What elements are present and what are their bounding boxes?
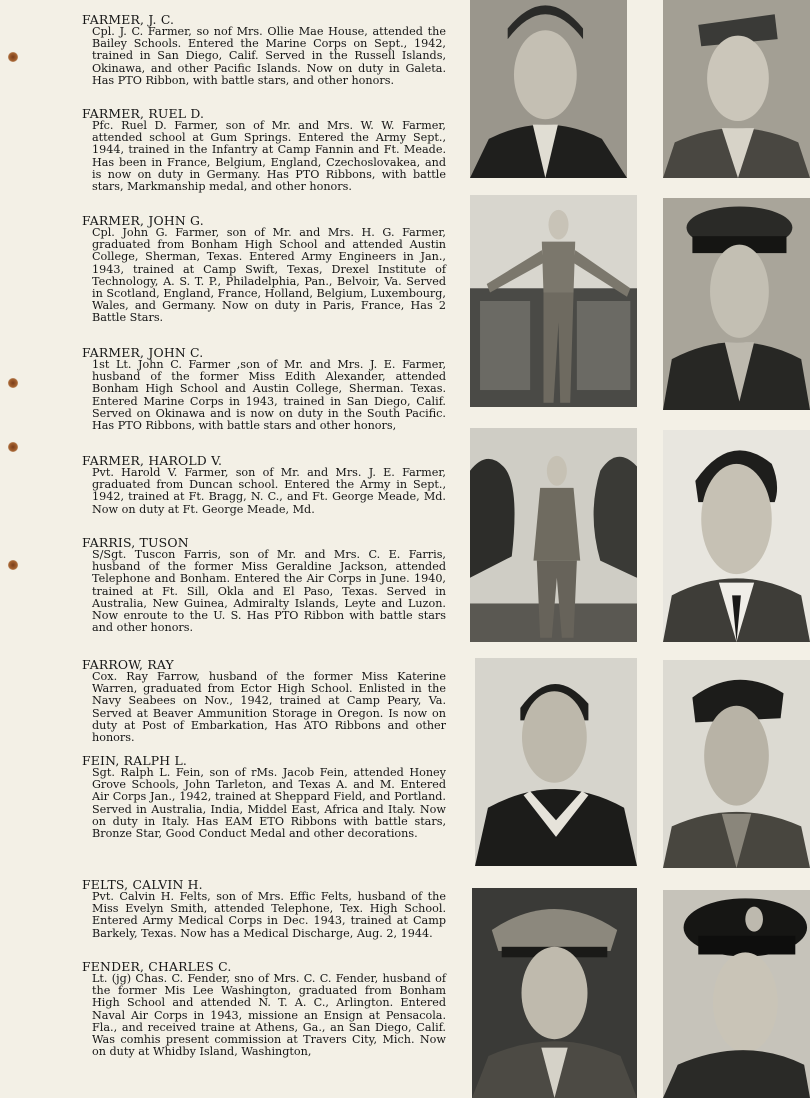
entry-fein-ralph <box>82 754 446 840</box>
entry-name: FELTS, CALVIN H. <box>82 877 203 892</box>
entry-name: FEIN, RALPH L. <box>82 753 188 768</box>
photo-marine-portrait <box>470 0 627 178</box>
entry-farris-tuson <box>82 536 446 634</box>
entry-farmer-jc <box>82 13 446 87</box>
entry-farmer-ruel <box>82 107 446 193</box>
photo-marine-dress-cap <box>663 198 810 410</box>
photo-officer-peaked-cap <box>472 888 637 1098</box>
entry-text: Cox. Ray Farrow, husband of the former Miss Katerine Warren, graduated from Ector High School. Enlisted in the Navy Seabees on Nov., 1942, trained at Camp Peary, Va. Served at Beaver Ammunition Storage in Oregon. Is now on duty at Post of Embarkation, Has ATO Ribbons and other honors. <box>92 670 446 745</box>
photo-man-in-suit <box>663 430 810 642</box>
entry-text: 1st Lt. John C. Farmer ,son of Mr. and Mrs. J. E. Farmer, husband of the former Miss Edith Alexander, attended Bonham High School and Austin College, Sherman. Texas. Entered Marine Corps in 1943, trained in San Diego, Calif. Served on Okinawa and is now on duty in the South Pacific. Has PTO Ribbons, with battle stars and other honors, <box>92 358 446 433</box>
photo-soldier-standing-by-railcar <box>470 195 637 407</box>
punch-hole <box>8 378 18 388</box>
photo-soldier-overseas-cap <box>663 660 810 868</box>
entry-text: Sgt. Ralph L. Fein, son of rMs. Jacob Fein, attended Honey Grove Schools, John Tarleton, and Texas A. and M. Entered Air Corps Jan., 1942, trained at Sheppard Field, and Portland. Served in Australia, India, Middel East, Africa and Italy. Now on duty in Italy. Has EAM ETO Ribbons with battle stars, Bronze Star, Good Conduct Medal and other decorations. <box>92 766 446 841</box>
photo-naval-officer-cap <box>663 890 810 1098</box>
entry-name: FENDER, CHARLES C. <box>82 959 232 974</box>
punch-hole <box>8 442 18 452</box>
entry-name: FARROW, RAY <box>82 657 174 672</box>
entry-name: FARMER, HAROLD V. <box>82 453 223 468</box>
entry-text: S/Sgt. Tuscon Farris, son of Mr. and Mrs. C. E. Farris, husband of the former Miss Geraldine Jackson, attended Telephone and Bonham. Entered the Air Corps in June. 1940, trained at Ft. Sill, Okla and El Paso, Texas. Served in Australia, New Guinea, Admiralty Islands, Leyte and Luzon. Now enroute to the U. S. Has PTO Ribbon with battle stars and other honors. <box>92 548 446 635</box>
entry-text: Cpl. J. C. Farmer, so nof Mrs. Ollie Mae House, attended the Bailey Schools. Entered the Marine Corps on Sept., 1942, trained in San Diego, Calif. Served in the Russell Islands, Okinawa, and other Pacific Islands. Now on duty in Galeta. Has PTO Ribbon, with battle stars, and other honors. <box>92 25 446 87</box>
entry-text: Lt. (jg) Chas. C. Fender, sno of Mrs. C. C. Fender, husband of the former Mis Lee Washington, graduated from Bonham High School and attended N. T. A. C., Arlington. Entered Naval Air Corps in 1943, missione an Ensign at Pensacola. Fla., and received traine at Athens, Ga., an San Diego, Calif. Was comhis present commission at Travers City, Mich. Now on duty at Whidby Island, Washington, <box>92 972 446 1059</box>
entry-farmer-john-c <box>82 346 446 432</box>
entry-text: Pfc. Ruel D. Farmer, son of Mr. and Mrs. W. W. Farmer, attended school at Gum Springs. Entered the Army Sept., 1944, trained in the Infantry at Camp Fannin and Ft. Meade. Has been in France, Belgium, England, Czechoslovakea, and is now on duty in Germany. Has PTO Ribbons, with battle stars, Markmanship medal, and other honors. <box>92 119 446 194</box>
entry-farmer-john-g <box>82 214 446 325</box>
photo-soldier-garrison-cap <box>663 0 810 178</box>
entry-farmer-harold <box>82 454 446 516</box>
entry-name: FARMER, JOHN G. <box>82 213 204 228</box>
entry-name: FARRIS, TUSON <box>82 535 189 550</box>
entry-text: Pvt. Harold V. Farmer, son of Mr. and Mrs. J. E. Farmer, graduated from Duncan school. Entered the Army in Sept., 1942, trained at Ft. Bragg, N. C., and Ft. George Meade, Md. Now on duty at Ft. George Meade, Md. <box>92 466 446 516</box>
entry-felts-calvin <box>82 878 446 940</box>
entry-name: FARMER, J. C. <box>82 12 175 27</box>
punch-hole <box>8 560 18 570</box>
entry-farrow-ray <box>82 658 446 744</box>
entry-fender-charles <box>82 960 446 1058</box>
photo-soldier-standing-outdoors <box>470 428 637 642</box>
entry-text: Cpl. John G. Farmer, son of Mr. and Mrs. H. G. Farmer, graduated from Bonham High School and attended Austin College, Sherman, Texas. Entered Army Engineers in Jan., 1943, trained at Camp Swift, Texas, Drexel Institute of Technology, A. S. T. P., Philadelphia, Pan., Belvoir, Va. Served in Scotland, England, France, Holland, Belgium, Luxembourg, Wales, and Germany. Now on duty in Paris, France, Has 2 Battle Stars. <box>92 226 446 325</box>
entry-name: FARMER, RUEL D. <box>82 106 205 121</box>
entry-name: FARMER, JOHN C. <box>82 345 204 360</box>
entry-text: Pvt. Calvin H. Felts, son of Mrs. Effic Felts, husband of the Miss Evelyn Smith, attended Telephone, Tex. High School. Entered Army Medical Corps in Dec. 1943, trained at Camp Barkely, Texas. Now has a Medical Discharge, Aug. 2, 1944. <box>92 890 446 940</box>
punch-hole <box>8 52 18 62</box>
photo-sailor-portrait <box>475 658 637 866</box>
